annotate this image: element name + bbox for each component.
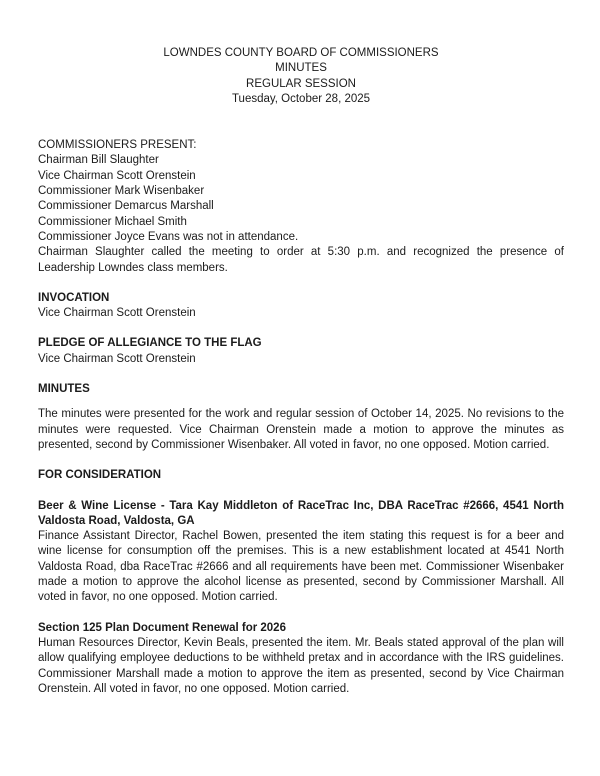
invocation-heading: INVOCATION xyxy=(38,291,110,304)
for-consideration-section xyxy=(38,468,564,697)
minutes-heading: MINUTES xyxy=(38,383,90,396)
minutes-section xyxy=(38,382,564,453)
consideration-item-title: Beer & Wine License - Tara Kay Middleton of RaceTrac Inc, DBA RaceTrac #2666, 4541 North Valdosta Road, Valdosta, GA xyxy=(38,499,564,527)
consideration-item-title: Section 125 Plan Document Renewal for 2026 xyxy=(38,621,286,634)
invocation-section xyxy=(38,291,564,322)
consideration-item-body: Finance Assistant Director, Rachel Bowen, presented the item stating this request is for a beer and wine license for consumption off the premises. This is a new establishment located at 4541 North Valdosta Road, dba RaceTrac #2666 and all requirements have been met. Commissioner Wisenbaker made a motion to approve the alcohol license as presented, second by Commissioner Marshall. All voted in favor, no one opposed. Motion carried. xyxy=(38,530,564,604)
pledge-section xyxy=(38,336,564,367)
commissioners-present-label: COMMISSIONERS PRESENT: xyxy=(38,139,197,152)
document-date: Tuesday, October 28, 2025 xyxy=(231,92,371,105)
commissioner-name: Commissioner Demarcus Marshall xyxy=(38,200,214,213)
consideration-item-beer-wine-license xyxy=(38,499,564,606)
minutes-body: The minutes were presented for the work and regular session of October 14, 2025. No revisions to the minutes were requested. Vice Chairman Orenstein made a motion to approve the minutes as presented, second by Commissioner Wisenbaker. All voted in favor, no one opposed. Motion carried. xyxy=(38,408,564,451)
commissioner-name: Commissioner Mark Wisenbaker xyxy=(38,185,205,198)
commissioner-name: Commissioner Michael Smith xyxy=(38,215,187,228)
commissioner-name: Chairman Bill Slaughter xyxy=(38,154,159,167)
pledge-heading: PLEDGE OF ALLEGIANCE TO THE FLAG xyxy=(38,337,262,350)
consideration-item-body: Human Resources Director, Kevin Beals, presented the item. Mr. Beals stated approval of the plan will allow qualifying employee deductions to be withheld pretax and in accordance with the IRS guidelines. Commissioner Marshall made a motion to approve the item as presented, second by Vice Chairman Orenstein. All voted in favor, no one opposed. Motion carried. xyxy=(38,636,564,695)
call-to-order-paragraph: Chairman Slaughter called the meeting to order at 5:30 p.m. and recognized the presence of Leadership Lowndes class members. xyxy=(38,246,564,274)
absence-note: Commissioner Joyce Evans was not in attendance. xyxy=(38,230,299,243)
document-title: LOWNDES COUNTY BOARD OF COMMISSIONERS xyxy=(163,47,439,59)
invocation-body: Vice Chairman Scott Orenstein xyxy=(38,307,196,320)
document-subtitle-minutes: MINUTES xyxy=(275,62,327,75)
document-header xyxy=(38,46,564,107)
commissioners-present-section xyxy=(38,138,564,230)
document-session-type: REGULAR SESSION xyxy=(246,77,356,90)
for-consideration-heading: FOR CONSIDERATION xyxy=(38,469,162,482)
commissioner-name: Vice Chairman Scott Orenstein xyxy=(38,169,196,182)
consideration-item-section-125-plan xyxy=(38,621,564,697)
pledge-body: Vice Chairman Scott Orenstein xyxy=(38,352,196,365)
